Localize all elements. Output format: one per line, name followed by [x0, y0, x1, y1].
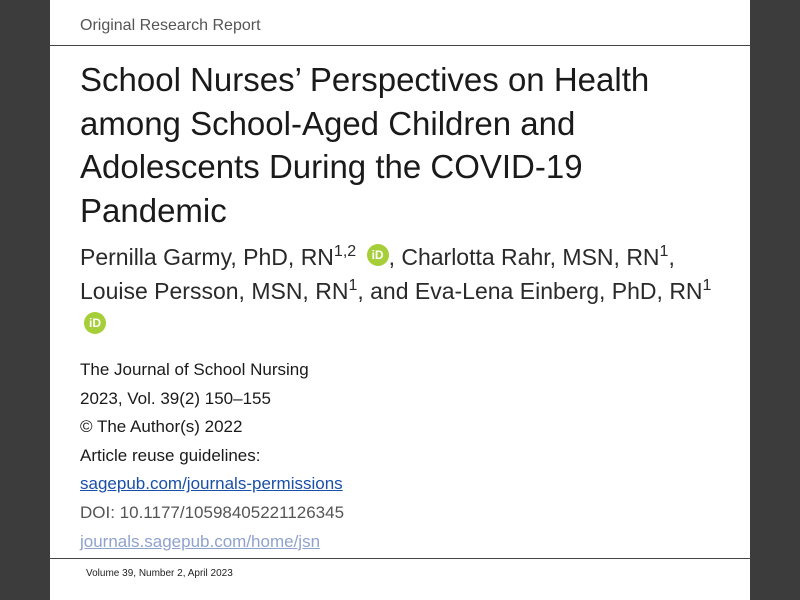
orcid-icon[interactable]: iD — [367, 244, 389, 266]
header-divider — [50, 45, 750, 46]
author-name: Charlotta Rahr, MSN, RN — [401, 244, 660, 270]
copyright-notice: © The Author(s) 2022 — [80, 417, 243, 437]
journal-name: The Journal of School Nursing — [80, 360, 309, 379]
author-affiliation: 1,2 — [333, 243, 357, 260]
author-name: Pernilla Garmy, PhD, RN — [80, 244, 334, 270]
orcid-icon[interactable]: iD — [84, 312, 106, 334]
author-name: Louise Persson, MSN, RN — [80, 278, 349, 304]
author-list — [80, 240, 730, 342]
author-affiliation: 1 — [348, 277, 358, 294]
doi-text: DOI: 10.1177/10598405221126345 — [80, 502, 345, 522]
author-affiliation: 1 — [702, 277, 712, 294]
author-affiliation: 1 — [659, 243, 669, 260]
footer-divider — [50, 558, 750, 559]
author-separator: , — [668, 244, 675, 270]
article-title: School Nurses’ Perspectives on Health among School-Aged Children and Adolescents During the COVID-19 Pandemic — [80, 61, 650, 229]
reuse-permissions-link[interactable]: sagepub.com/journals-permissions — [80, 474, 343, 494]
author-separator: , — [357, 278, 371, 304]
author-separator: , — [388, 244, 402, 270]
author-conjunction: and — [370, 278, 409, 304]
journal-home-link[interactable]: journals.sagepub.com/home/jsn — [80, 531, 321, 551]
author-name: Eva-Lena Einberg, PhD, RN — [414, 278, 703, 304]
journal-citation: 2023, Vol. 39(2) 150–155 — [80, 388, 271, 408]
journal-metadata — [80, 356, 344, 556]
issue-footer: Volume 39, Number 2, April 2023 — [86, 568, 233, 579]
reuse-guidelines-label: Article reuse guidelines: — [80, 445, 261, 465]
document-page — [50, 0, 750, 600]
report-type-label: Original Research Report — [80, 17, 261, 34]
